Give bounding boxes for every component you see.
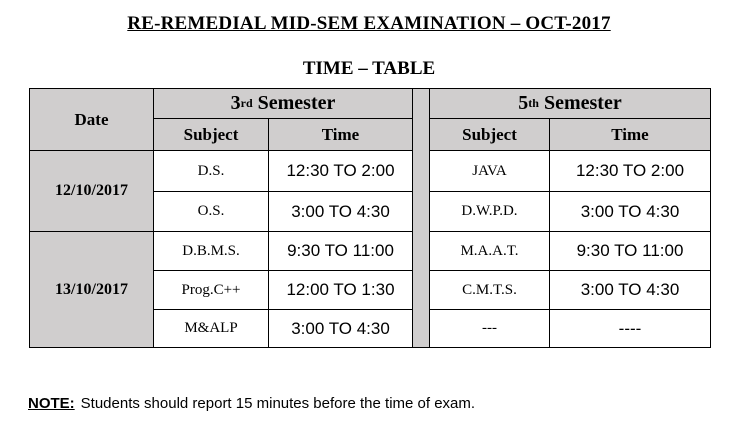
date-header: Date [29,88,154,151]
sem3-subject-cell: M&ALP [153,309,269,348]
footer-note [28,395,475,412]
note-label: NOTE: [28,395,75,412]
date-cell: 12/10/2017 [29,150,154,232]
sem5-time-cell: ---- [549,309,711,348]
sem3-time-header: Time [268,118,413,151]
semester-5-number: 5 [518,92,529,114]
sem3-time-cell: 3:00 TO 4:30 [268,191,413,232]
sem5-subject-cell: JAVA [429,150,550,192]
sem5-time-cell: 12:30 TO 2:00 [549,150,711,192]
sem5-subject-cell: C.M.T.S. [429,270,550,310]
sem5-subject-header: Subject [429,118,550,151]
sem5-subject-cell: M.A.A.T. [429,231,550,271]
sem3-subject-cell: O.S. [153,191,269,232]
semester-5-word: Semester [538,92,622,114]
sem3-subject-header: Subject [153,118,269,151]
semester-3-word: Semester [252,92,336,114]
sem3-subject-cell: D.S. [153,150,269,192]
sem3-subject-cell: Prog.C++ [153,270,269,310]
semester-3-number: 3 [230,92,241,114]
sem3-subject-cell: D.B.M.S. [153,231,269,271]
sem5-subject-cell: D.W.P.D. [429,191,550,232]
sem5-time-cell: 3:00 TO 4:30 [549,191,711,232]
semester-5-header: 5 $^{th}$ Semester [429,88,711,119]
sem5-time-header: Time [549,118,711,151]
document-subtitle: TIME – TABLE [302,58,436,79]
sem3-time-cell: 12:00 TO 1:30 [268,270,413,310]
column-gap [412,88,430,348]
sem3-time-cell: 9:30 TO 11:00 [268,231,413,271]
sem3-time-cell: 3:00 TO 4:30 [268,309,413,348]
semester-3-header: 3 $^{rd}$ Semester [153,88,413,119]
sem3-time-cell: 12:30 TO 2:00 [268,150,413,192]
sem5-subject-cell: --- [429,309,550,348]
note-text: Students should report 15 minutes before the time of exam. [80,395,476,412]
document-title: RE-REMEDIAL MID-SEM EXAMINATION – OCT-2017 [127,13,611,34]
sem5-time-cell: 3:00 TO 4:30 [549,270,711,310]
date-cell: 13/10/2017 [29,231,154,348]
sem5-time-cell: 9:30 TO 11:00 [549,231,711,271]
